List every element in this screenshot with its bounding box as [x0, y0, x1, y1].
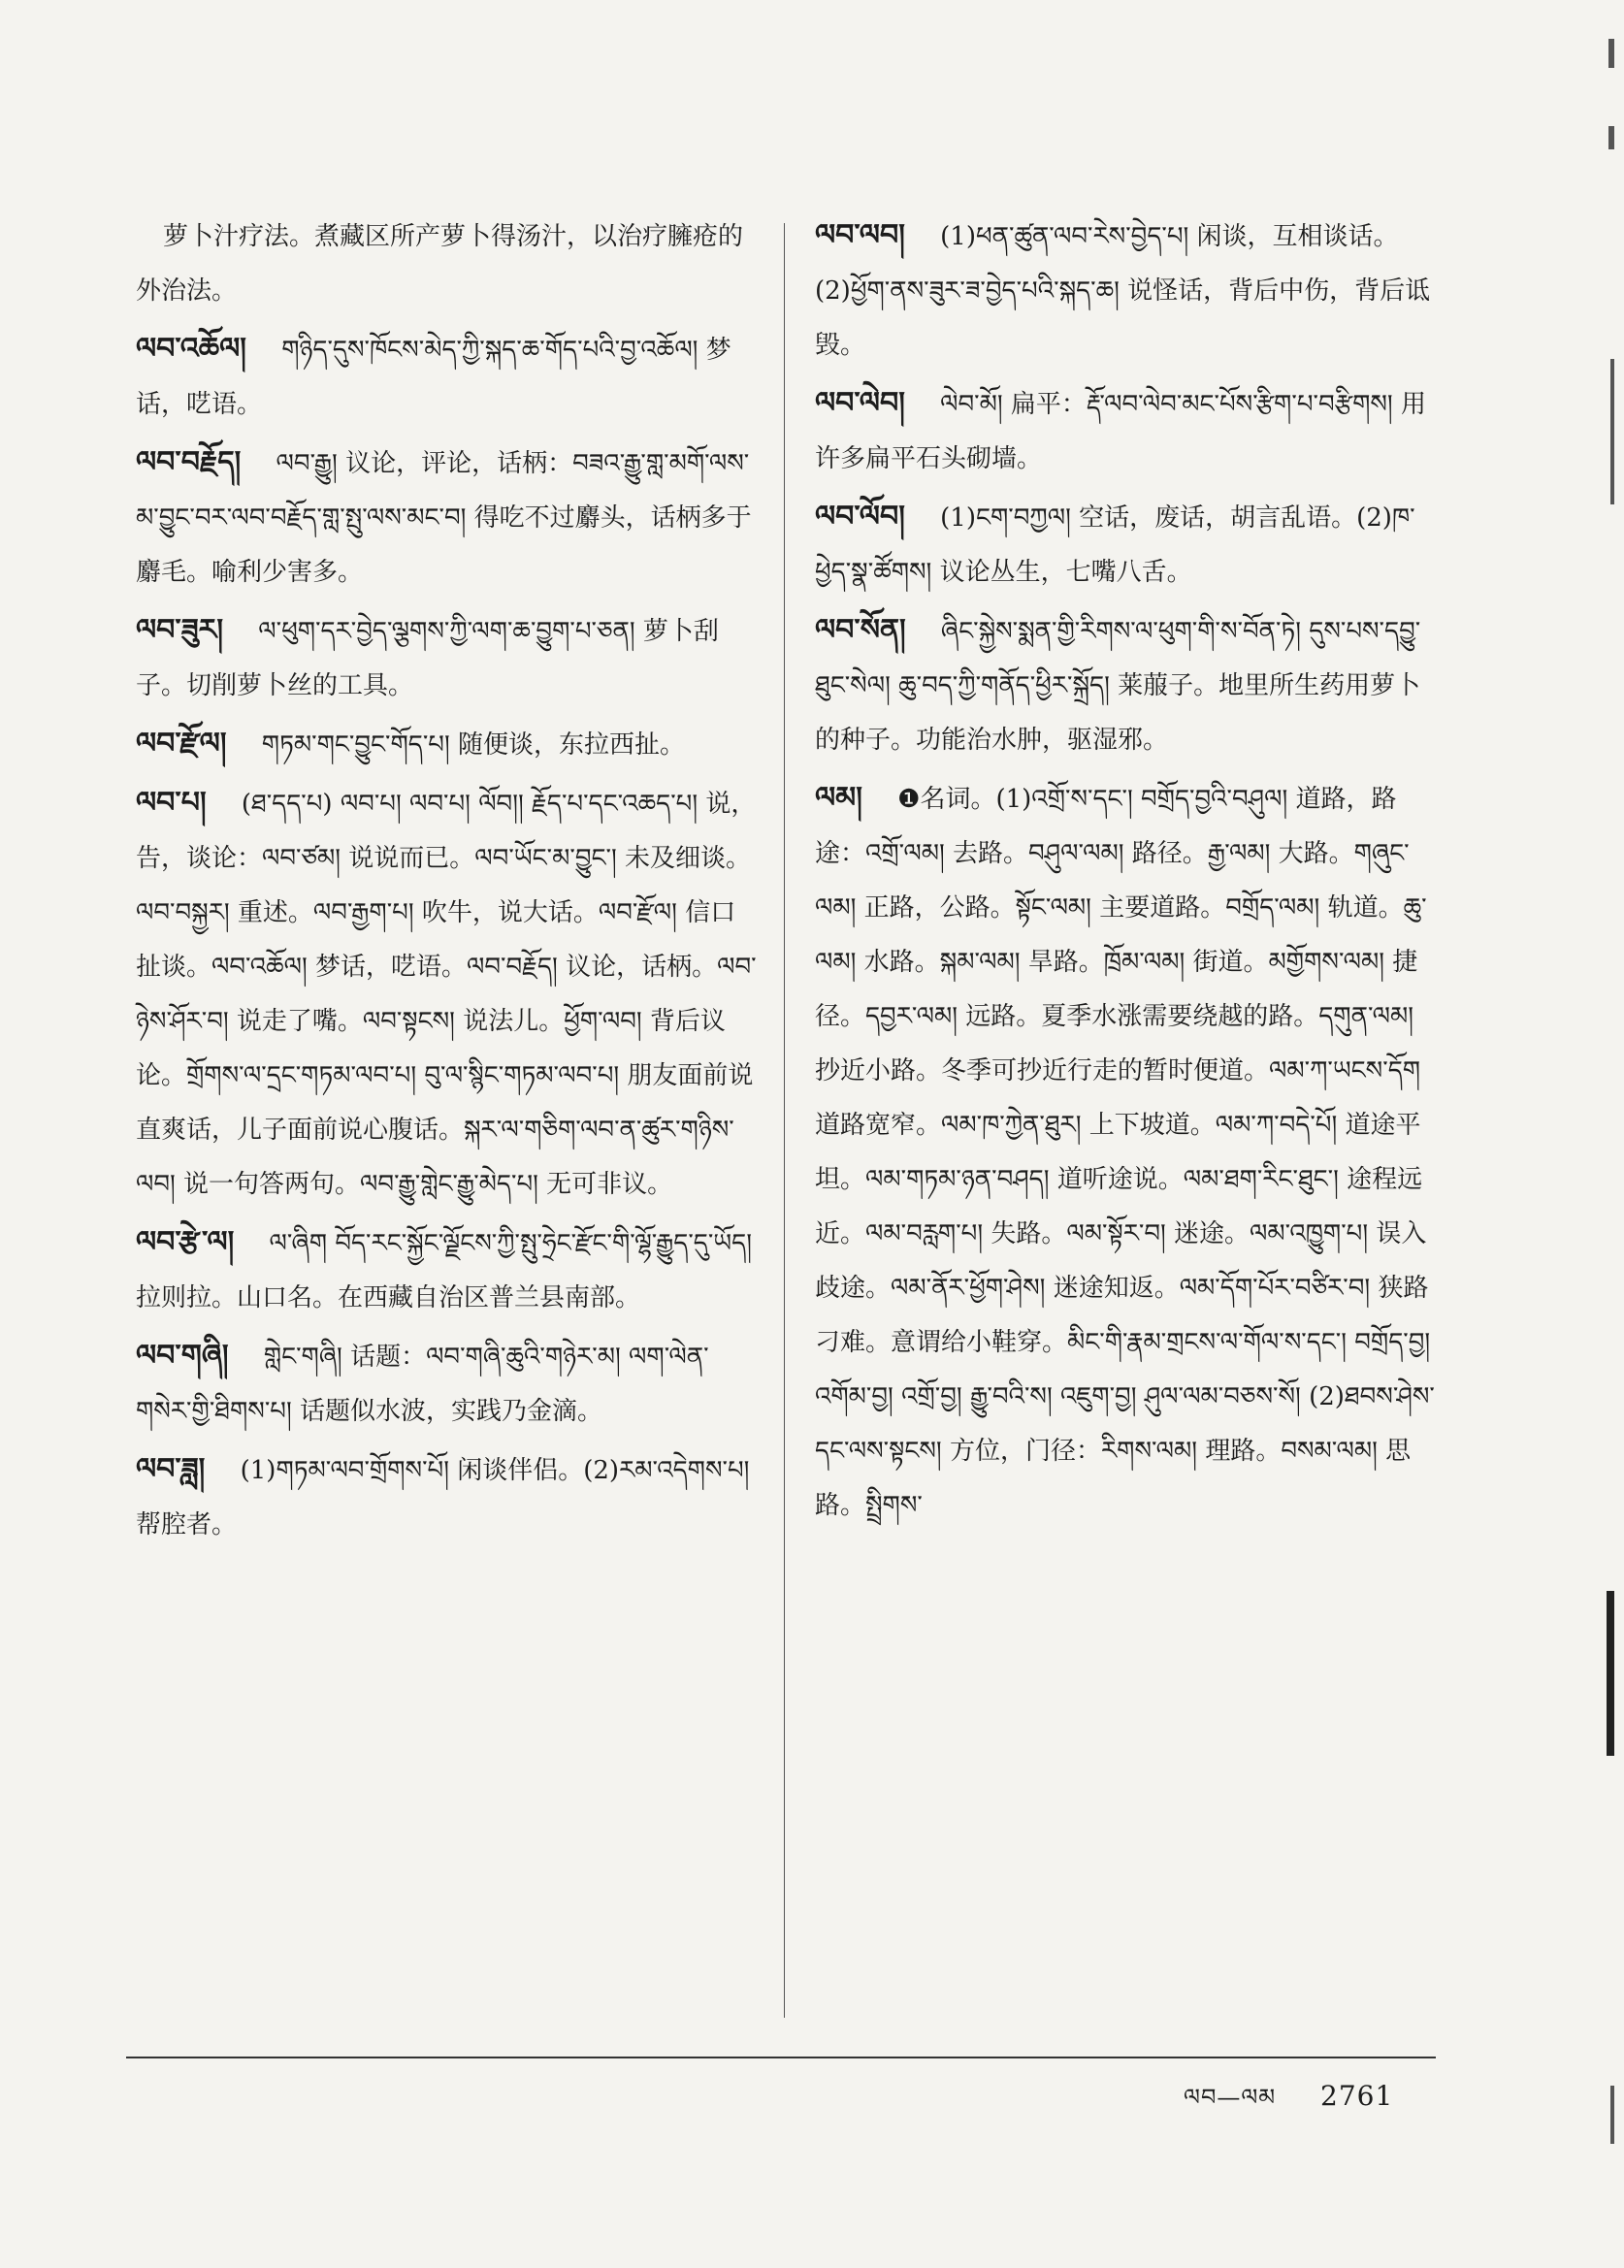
definition: གཉིད་དུས་ཁོངས་མེད་ཀྱི་སྐད་ཆ་གོད་པའི་བྱ་འཆོལ། 梦话，呓语。: [136, 336, 731, 419]
right-column: [815, 209, 1436, 1537]
edge-mark: [1608, 126, 1614, 149]
page-number: 2761: [1320, 2080, 1394, 2112]
headword: ལབ་ལབ།: [815, 218, 905, 252]
entry: [136, 209, 757, 318]
entry: [136, 603, 757, 713]
definition: གླེང་གཞི། 话题：ལབ་གཞི་ཆུའི་གཉེར་མ། ལག་ལེན་གསེར་གྱི་ཐིགས་པ། 话题似水波，实践乃金滴。: [136, 1343, 709, 1426]
headword: ལབ་རྩེ་ལ།: [136, 1225, 235, 1259]
page-footer: [1184, 2072, 1393, 2137]
headword: ལབ་རྫོལ།: [136, 727, 227, 761]
entry: [136, 776, 757, 1212]
definition: ལབ་རྒྱུ། 议论，评论，话柄：བཟའ་རྒྱུ་གླ་མགོ་ལས་མ་བྱུང་བར་ལབ་བརྗོད་གླ་སྤུ་ལས་མང་བ། 得吃不过麝头，话柄多于麝毛。喻利少害多。: [136, 449, 752, 587]
definition: ལ་ཞིག བོད་རང་སྐྱོང་ལྗོངས་ཀྱི་སྤུ་ཧྲེང་རྫོང་གི་ལྷོ་རྒྱུད་དུ་ཡོད། 拉则拉。山口名。在西藏自治区普兰县南部。: [136, 1229, 752, 1312]
definition: (ཐ་དད་པ) ལབ་པ། ལབ་པ། ལོབ།། རྗོད་པ་དང་འཆད་པ། 说，告，谈论：ལབ་ཙམ། 说说而已。ལབ་ཡོང་མ་བྱུང་། 未及细谈。ལབ་བསྐྱར། 重述。ལབ་རྒྱག་པ། 吹牛，说大话。ལབ་རྫོལ། 信口扯谈。ལབ་འཆོལ། 梦话，呓语。ལབ་བརྗོད། 议论，话柄。ལབ་ཉེས་ཤོར་བ། 说走了嘴。ལབ་སྟངས། 说法儿。ཕྱོག་ལབ། 背后议论。གྲོགས་ལ་དྲང་གཏམ་ལབ་པ། བུ་ལ་སྙིང་གཏམ་ལབ་པ། 朋友面前说直爽话，儿子面前说心腹话。སྐར་ལ་གཅིག་ལབ་ན་ཚུར་གཉིས་ལབ། 说一句答两句。ལབ་རྒྱུ་གླེང་རྒྱུ་མེད་པ། 无可非议。: [136, 790, 757, 1199]
entry: [815, 771, 1436, 1533]
headword: ལབ་པ།: [136, 786, 207, 820]
entry: [136, 1329, 757, 1439]
entry: [815, 376, 1436, 486]
entry: [136, 322, 757, 432]
headword: ལབ་གཞི།: [136, 1339, 229, 1373]
headword: ལབ་ལོབ།: [815, 500, 905, 534]
scan-edge-marks: [1599, 0, 1618, 2268]
entry: [136, 717, 757, 772]
edge-mark: [1610, 2086, 1614, 2144]
entry: [136, 436, 757, 599]
column-divider: [784, 223, 785, 2018]
entry: [136, 1442, 757, 1552]
definition: ལེབ་མོ། 扁平：རྡོ་ལབ་ལེབ་མང་པོས་རྩིག་པ་བརྩིགས། 用许多扁平石头砌墙。: [815, 390, 1426, 473]
headword: ལམ།: [815, 781, 862, 815]
headword: ལབ་ཟུར།: [136, 613, 224, 647]
definition: ❶名词。(1)འགྲོ་ས་དང་། བགྲོད་བྱའི་བཤུལ། 道路，路途：འགྲོ་ལམ། 去路。བཤུལ་ལམ། 路径。རྒྱ་ལམ། 大路。གཞུང་ལམ། 正路，公路。སྟོང་ལམ། 主要道路。བགྲོད་ལམ། 轨道。ཆུ་ལམ། 水路。སྐམ་ལམ། 旱路。ཁྲོམ་ལམ། 街道。མགྱོགས་ལམ། 捷径。དབྱར་ལམ། 远路。夏季水涨需要绕越的路。དགུན་ལམ། 抄近小路。冬季可抄近行走的暂时便道。ལམ་ཀ་ཡངས་དོག 道路宽窄。ལམ་ཁ་ཀྱེན་ཐུར། 上下坡道。ལམ་ཀ་བདེ་པོ། 道途平坦。ལམ་གཏམ་ཉན་བཤད། 道听途说。ལམ་ཐག་རིང་ཐུང་། 途程远近。ལམ་བརླག་པ། 失路。ལམ་སྟོར་བ། 迷途。ལམ་འཁྱུག་པ། 误入歧途。ལམ་ནོར་ཕྱོག་ཤེས། 迷途知返。ལམ་དོག་པོར་བཙིར་བ། 狭路刁难。意谓给小鞋穿。མིང་གི་རྣམ་གྲངས་ལ་གོལ་ས་དང་། བགྲོད་བྱ། འགོམ་བྱ། འགྲོ་བྱ། རྒྱུ་བའི་ས། འཇུག་བྱ། ཤུལ་ལམ་བཅས་སོ། (2)ཐབས་ཤེས་དང་ལས་སྟངས། 方位，门径：རིགས་ལམ། 理路。བསམ་ལམ། 思路。སྤྲིགས་: [815, 785, 1435, 1520]
definition: ལ་ཕུག་དར་བྱེད་ལྕགས་ཀྱི་ལག་ཆ་བྱུག་པ་ཅན། 萝卜刮子。切削萝卜丝的工具。: [136, 617, 719, 700]
edge-mark: [1607, 1591, 1614, 1756]
headword: ལབ་སོན།: [815, 613, 906, 647]
definition: (1)གཏམ་ལབ་གྲོགས་པོ། 闲谈伴侣。(2)རམ་འདེགས་པ། 帮腔者。: [136, 1456, 750, 1539]
definition: ཞིང་སྐྱེས་སྨན་གྱི་རིགས་ལ་ཕུག་གི་ས་བོན་ཏེ། དུས་པས་དབྱུ་ཐུང་སེལ། ཆུ་བད་ཀྱི་གནོད་ཕྱིར་སྐྲོད། 莱菔子。地里所生药用萝卜的种子。功能治水肿，驱湿邪。: [815, 617, 1421, 755]
entry: [815, 490, 1436, 599]
definition: 萝卜汁疗法。煮藏区所产萝卜得汤汁，以治疗臃疮的外治法。: [136, 222, 744, 306]
headword: ལབ་ལེབ།: [815, 386, 905, 420]
definition: གཏམ་གང་བྱུང་གོད་པ། 随便谈，东拉西扯。: [261, 730, 685, 760]
edge-mark: [1610, 359, 1614, 504]
headword: ལབ་ཟླ།: [136, 1452, 206, 1486]
entry: [815, 603, 1436, 767]
definition: (1)ཕན་ཚུན་ལབ་རེས་བྱེད་པ། 闲谈，互相谈话。(2)ཕྱོག་ནས་ཟུར་ཟ་བྱེད་པའི་སྐད་ཆ། 说怪话，背后中伤，背后诋毁。: [815, 222, 1431, 360]
left-column: [136, 209, 757, 1556]
edge-mark: [1608, 39, 1614, 68]
entry: [815, 209, 1436, 373]
definition: (1)ངག་བཀྱལ། 空话，废话，胡言乱语。(2)ཁ་ཕྱེད་སྣ་ཚོགས། 议论丛生，七嘴八舌。: [815, 503, 1415, 587]
footer-rule: [126, 2057, 1436, 2058]
headword: ལབ་འཆོལ།: [136, 332, 246, 366]
entry: [136, 1215, 757, 1325]
headword: ལབ་བརྗོད།: [136, 445, 242, 479]
guide-words: ལབ—ལམ: [1184, 2084, 1277, 2111]
